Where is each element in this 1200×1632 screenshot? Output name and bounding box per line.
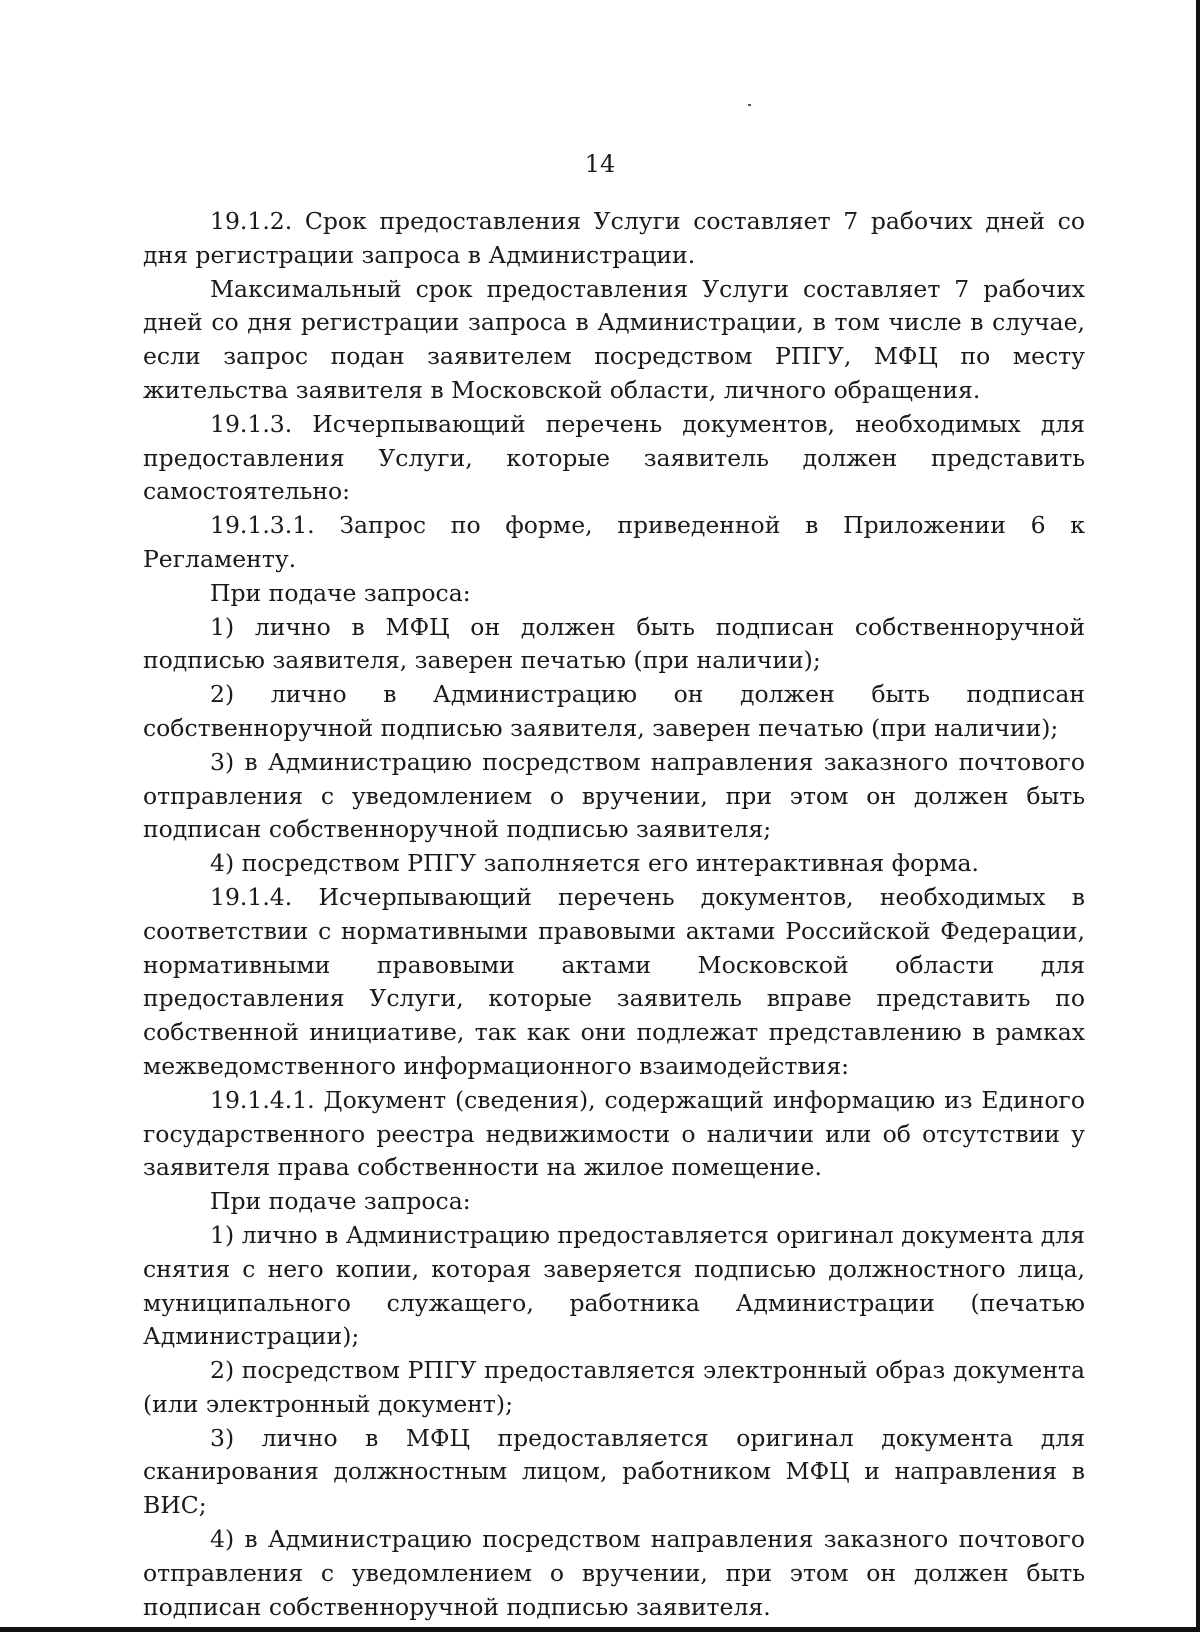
- paragraph-submission-heading-2: При подаче запроса:: [210, 1187, 471, 1216]
- paragraph-submission-heading: При подаче запроса:: [210, 578, 471, 607]
- list-item-3b: 3) лично в МФЦ предоставляется оригинал документа для сканирования должностным лицом, работником МФЦ и направления в ВИС;: [143, 1423, 1085, 1520]
- list-item-1: 1) лично в МФЦ он должен быть подписан собственноручной подписью заявителя, заверен печатью (при наличии);: [143, 612, 1085, 675]
- paragraph-19-1-4-1: 19.1.4.1. Документ (сведения), содержащий информацию из Единого государственного реестра недвижимости о наличии или об отсутствии у заявителя права собственности на жилое помещение.: [143, 1085, 1085, 1182]
- list-item-2b: 2) посредством РПГУ предоставляется электронный образ документа (или электронный документ);: [143, 1356, 1085, 1418]
- list-item-3: 3) в Администрацию посредством направления заказного почтового отправления с уведомлением о вручении, при этом он должен быть подписан собственноручной подписью заявителя;: [143, 747, 1085, 844]
- paragraph-19-1-4: 19.1.4. Исчерпывающий перечень документов, необходимых в соответствии с нормативными правовыми актами Российской Федерации, нормативными правовыми актами Московской области для предоставления Услуги, которые заявитель вправе представить по собственной инициативе, так как они подлежат представлению в рамках межведомственного информационного взаимодействия:: [143, 882, 1085, 1080]
- list-item-2: 2) лично в Администрацию он должен быть подписан собственноручной подписью заявителя, заверен печатью (при наличии);: [143, 680, 1085, 742]
- scan-edge-right: [1196, 0, 1200, 1632]
- paragraph-19-1-2: 19.1.2. Срок предоставления Услуги составляет 7 рабочих дней со дня регистрации запроса в Администрации.: [143, 207, 1085, 269]
- paragraph-19-1-3-1: 19.1.3.1. Запрос по форме, приведенной в Приложении 6 к Регламенту.: [143, 511, 1085, 573]
- scan-edge-bottom: [0, 1627, 1200, 1632]
- list-item-1b: 1) лично в Администрацию предоставляется оригинал документа для снятия с него копии, которая заверяется подписью должностного лица, муниципального служащего, работника Администрации (печатью Администрации);: [143, 1220, 1085, 1351]
- paragraph-19-1-3: 19.1.3. Исчерпывающий перечень документов, необходимых для предоставления Услуги, которые заявитель должен представить самостоятельно:: [143, 409, 1085, 506]
- paragraph-max-term: Максимальный срок предоставления Услуги составляет 7 рабочих дней со дня регистрации запроса в Администрации, в том числе в случае, если запрос подан заявителем посредством РПГУ, МФЦ по месту жительства заявителя в Московской области, личного обращения.: [143, 274, 1085, 404]
- list-item-4: 4) посредством РПГУ заполняется его интерактивная форма.: [210, 849, 980, 878]
- list-item-4b: 4) в Администрацию посредством направления заказного почтового отправления с уведомлением о вручении, при этом он должен быть подписан собственноручной подписью заявителя.: [143, 1525, 1085, 1621]
- document-body: [143, 205, 1085, 1624]
- scan-speck: [748, 104, 751, 106]
- page-number: 14: [584, 150, 616, 178]
